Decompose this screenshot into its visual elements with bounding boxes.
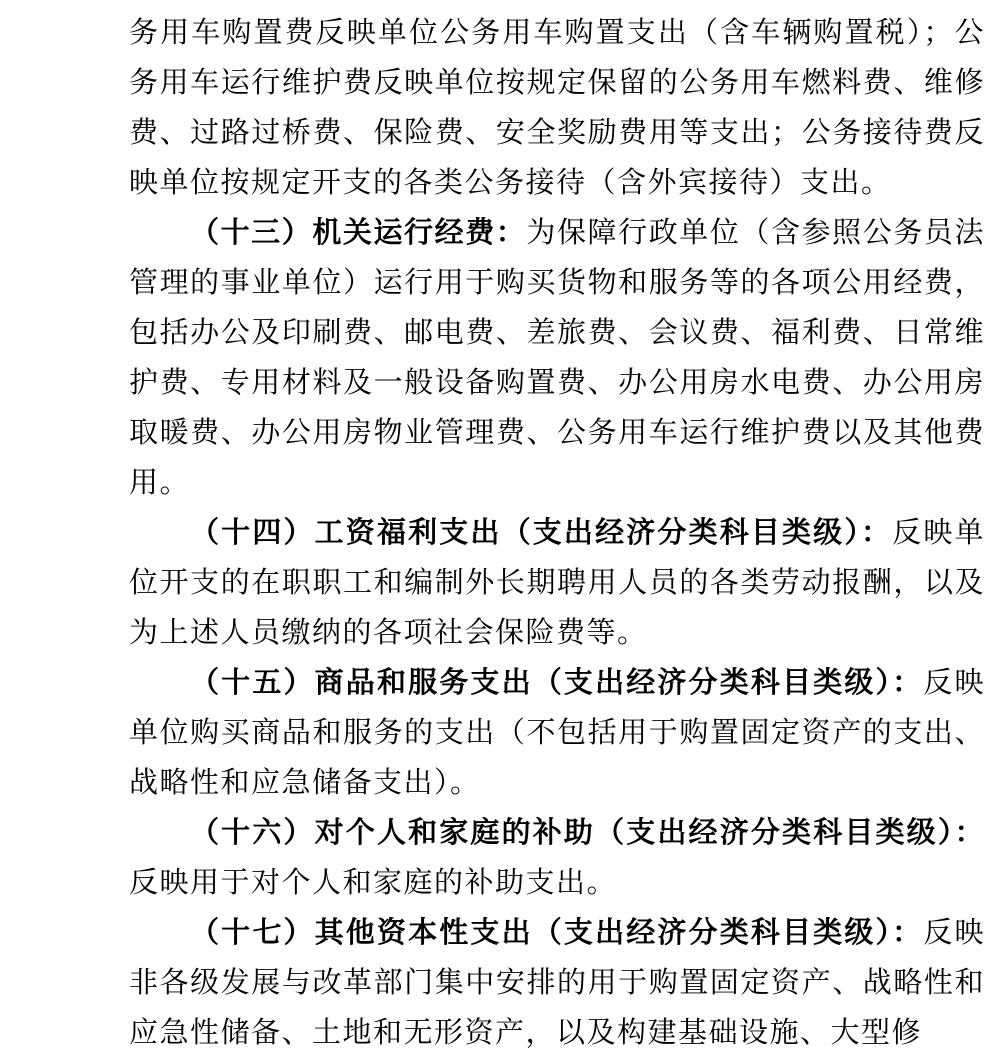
paragraph-text: 反映非各级发展与改革部门集中安排的用于购置固定资产、战略性和应急性储备、土地和无形资产，以及构建基础设施、大型修 [129,917,985,1049]
paragraph [129,8,985,208]
paragraph-text: 务用车购置费反映单位公务用车购置支出（含车辆购置税）；公务用车运行维护费反映单位按规定保留的公务用车燃料费、维修费、过路过桥费、保险费、安全奖励费用等支出；公务接待费反映单位按规定开支的各类公务接待（含外宾接待）支出。 [129,17,985,199]
paragraph [129,208,985,508]
paragraph-text: 为保障行政单位（含参照公务员法管理的事业单位）运行用于购买货物和服务等的各项公用经费，包括办公及印刷费、邮电费、差旅费、会议费、福利费、日常维护费、专用材料及一般设备购置费、办公用房水电费、办公用房取暖费、办公用房物业管理费、公务用车运行维护费以及其他费用。 [129,217,985,499]
paragraph [129,658,985,808]
paragraph-lead: （十五）商品和服务支出（支出经济分类科目类级）： [190,667,924,699]
paragraph-lead: （十三）机关运行经费： [190,217,527,249]
paragraph-text: 反映单位购买商品和服务的支出（不包括用于购置固定资产的支出、战略性和应急储备支出）。 [129,667,985,799]
paragraph [129,508,985,658]
paragraph [129,808,985,908]
document-body [129,8,985,1056]
paragraph-lead: （十四）工资福利支出（支出经济分类科目类级）： [190,517,893,549]
paragraph-text: 反映用于对个人和家庭的补助支出。 [129,867,618,899]
paragraph [129,908,985,1056]
paragraph-lead: （十七）其他资本性支出（支出经济分类科目类级）： [190,917,924,949]
paragraph-lead: （十六）对个人和家庭的补助（支出经济分类科目类级）： [190,817,985,849]
paragraph-text: 反映单位开支的在职职工和编制外长期聘用人员的各类劳动报酬，以及为上述人员缴纳的各项社会保险费等。 [129,517,985,649]
